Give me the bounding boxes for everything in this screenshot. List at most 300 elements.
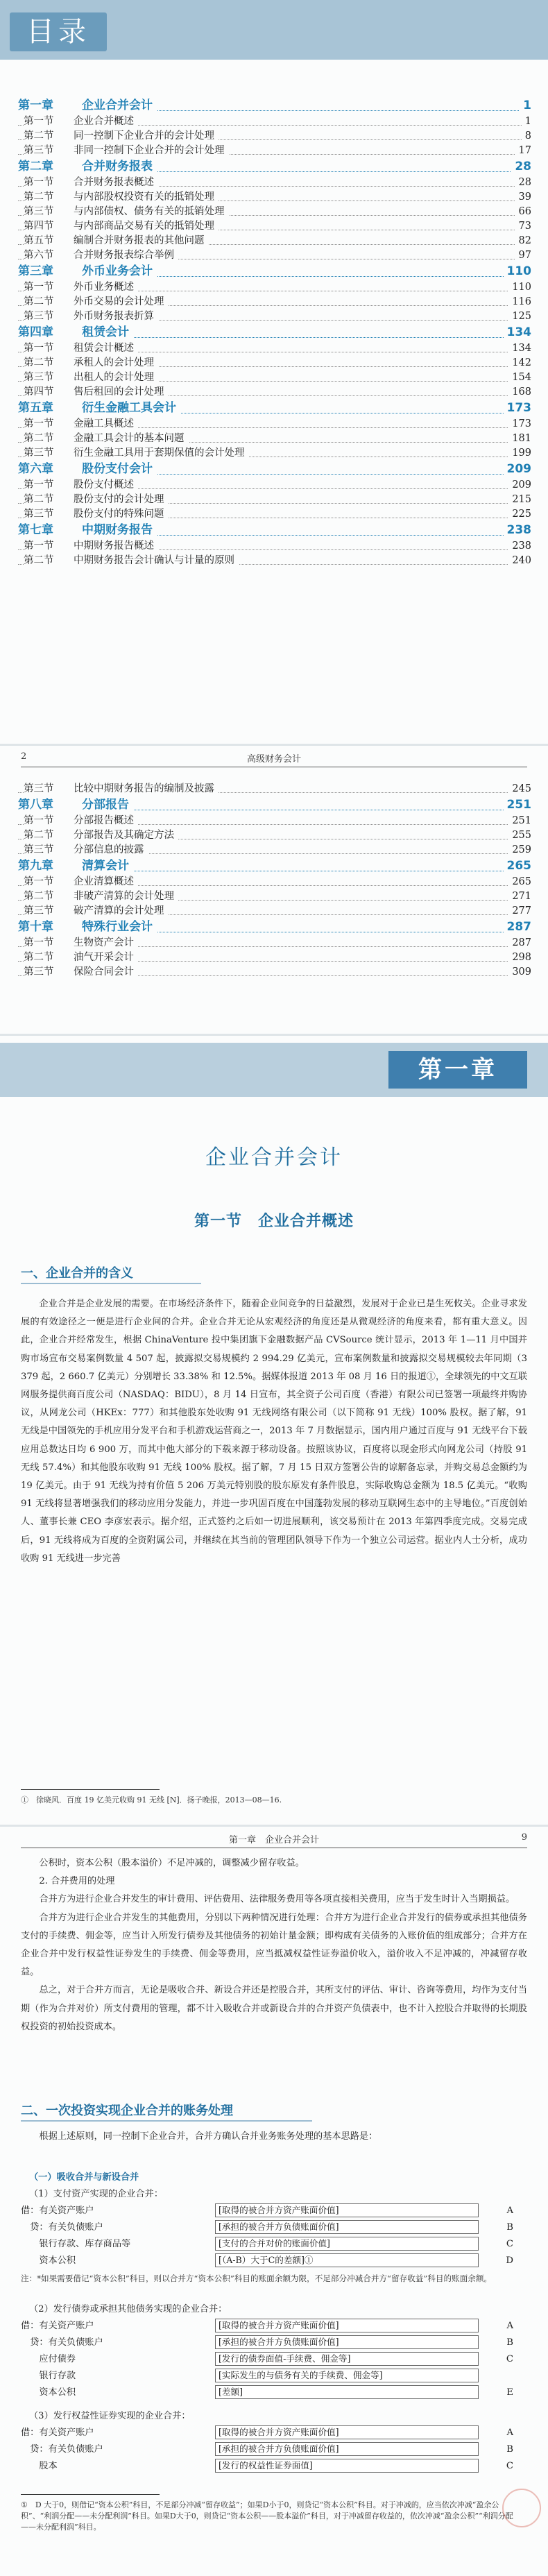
toc-entry-text [24,248,178,263]
toc-entry-title: 租赁会计概述 [74,343,134,354]
note: 注：*如果需要借记“资本公积”科目，则以合并方“资本公积”科目的账面余额为限，不足部分冲减合并方“留存收益”科目的账面余额。 [21,2274,493,2283]
toc-entry-text [24,889,178,904]
toc-entry-text [24,950,138,965]
paragraph-text: 企业合并是企业发展的需要。在市场经济条件下，随着企业间竞争的日益激烈，发展对于企业已是生死攸关。企业寻求发展的有效途径之一便是进行企业间的合并。企业合并无论从宏观经济的角度还是从微观经济的角度来看，都有重大意义。因此，企业合并经常发生，根据 ChinaVenture 投中集团旗下金融数据产品 CVSource 统计显示，2013 年 1—11 月中国并购市场宣布交易案例数量 4 507 起，披露拟交易规模约 2 994.29 亿美元，宣布案例数量和披露拟交易规模较去年同期（3 379 起，2 660.7 亿美元）分别增长 33.38% 和 12.5%。据媒体报道 2013 年 08 月 16 日的报道①，全球领先的中文互联网服务提供商百度公司（NASDAQ：BIDU），8 月 14 日宣布，其全资子公司百度（香港）有限公司已签署一项最终并购协议，从网龙公司（HKEx：777）和其他股东处收购 91 无线网络有限公司（以下简称 91 无线）100% 股权。据了解，91 无线是中国领先的手机应用分发平台和手机游戏运营商之一，2013 年 7 月数据显示，国内用户通过百度与 91 无线平台下载应用总数达日均 6 900 万，而其中他大部分的下载来源于移动设备。按照该协议，百度将以现金形式向网龙公司（持股 91 无线 57.4%）和其他股东收购 91 无线 100% 股权。据了解，7 月 15 日双方签署公告的谅解备忘录，并购交易总金额约为 19 亿美元。由于 91 无线为持有价值 5 206 万美元特别股的股东原发有条件股息，实际收购总金额为 18.5 亿美元。“收购 91 无线将显著增强我们的移动应用分发能力，并进一步巩固百度在中国蓬勃发展的移动互联网生态中的主导地位。”百度创始人、董事长兼 CEO 李彦宏表示。据介绍，正式签约之后如一切进展顺利，该交易预计在 2013 年第四季度完成。交易完成后，91 无线将成为百度的全资附属公司，并继续在其当前的管理团队领导下作为一个独立公司运营。据业内人士分析，成功收购 91 无线进一步完善 [21,1299,527,1564]
toc-page-number: 265 [508,875,531,889]
paragraph-text: 公积时，资本公积（股本溢价）不足冲减的，调整减少留存收益。 [39,1858,305,1868]
toc-section-entry[interactable] [18,950,531,965]
subsection-title: 二、一次投资实现企业合并的账务处理 [21,2104,233,2118]
toc-entry-number: 第五章 [18,401,53,415]
toc-entry-text [24,904,169,919]
toc-page [0,0,548,746]
amount-box: [取得的被合并方资产账面价值] [215,2319,479,2332]
toc-page-number: 238 [504,522,532,539]
journal-line [21,2236,527,2253]
journal-line [21,2203,527,2219]
toc-section-entry[interactable] [18,904,531,919]
paragraph-text: 总之，对于合并方而言，无论是吸收合并、新设合并还是控股合并，其所支付的评估、审计、咨询等费用，均作为支付当期（作为合并对价）所支付费用的管理，都不计入吸收合并或新设合并的合并资产负债表中，也不计入控股合并取得的长期股权投资的初始投资成本。 [21,1985,527,2032]
toc-entry-text [18,158,157,176]
toc-page-number: 238 [508,539,531,554]
toc-entry-text [18,263,157,280]
toc-section-entry[interactable] [18,309,531,324]
toc-page-number: 66 [515,205,531,219]
toc-entry-number: 第一节 [24,282,54,293]
toc-entry-number: 第一节 [24,343,54,354]
toc-entry-text [18,461,157,478]
footnote-rule [21,2494,160,2495]
toc-header-bar [0,0,548,60]
toc-entry-number: 第二节 [24,555,54,566]
toc-section-entry[interactable] [18,446,531,461]
subsection-rule [21,2120,312,2122]
chapter-page [0,1036,548,1827]
toc-entry-title: 合并财务报表综合举例 [74,250,174,261]
chapter-label: 第一章 [388,1051,527,1089]
toc-section-entry[interactable] [18,248,531,263]
group-subheading: （2）发行债券或承担其他债务实现的企业合并： [29,2304,228,2314]
toc-section-entry[interactable] [18,493,531,507]
toc-entry-title: 特殊行业会计 [82,920,153,934]
page-number: 2 [21,751,27,762]
amount-tag: E [506,2387,513,2398]
toc-section-entry[interactable] [18,280,531,295]
toc-page-number: 142 [508,356,531,370]
footnote: ① D 大于0，则借记“资本公积”科目，不足部分冲减“留存收益”；如果D小于0，则贷记“资本公积”科目。对于冲减的，应当依次冲减“盈余公积”、“利润分配——未分配利润”科目。如果D大于0，则贷记“资本公积——股本溢价”科目，对于冲减留存收益的，依次冲减“盈余公积”“利润分配——未分配利润”科目。 [21,2500,513,2532]
toc-entry-number: 第三节 [24,145,54,156]
toc-page-number: 125 [508,309,531,324]
toc-entry-number: 第二节 [24,433,54,444]
journal-line [21,2335,527,2351]
toc-entry-number: 第四节 [24,221,54,232]
toc-entry-text [24,814,138,828]
toc-entry-number: 第三节 [24,844,54,855]
account-name: 借：有关资产账户 [21,2206,94,2216]
amount-tag: C [506,2461,513,2471]
toc-entry-title: 金融工具概述 [74,418,134,429]
toc-page-number: 116 [508,295,531,309]
toc-section-entry[interactable] [18,539,531,554]
toc-entry-title: 股份支付概述 [74,479,134,491]
toc-entry-title: 衍生金融工具会计 [82,401,176,415]
toc-entry-number: 第二节 [24,130,54,142]
toc-entry-title: 与内部股权投资有关的抵销处理 [74,191,214,203]
toc-entry-number: 第三节 [24,447,54,459]
toc-entry-number: 第二章 [18,160,53,173]
subsection-rule [21,1283,201,1284]
journal-line [21,2425,527,2441]
toc-entry-text [24,965,138,980]
toc-entry-title: 外币业务概述 [74,282,134,293]
toc-entry-text [24,385,169,400]
toc-section-entry[interactable] [18,114,531,129]
toc-entry-title: 油气开采会计 [74,952,134,963]
account-name: 资本公积 [21,2387,76,2398]
toc-entry-number: 第一节 [24,540,54,552]
toc-entry-title: 生物资产会计 [74,937,134,948]
subsection-title: 一、企业合并的含义 [21,1266,133,1281]
toc-entry-text [18,796,133,814]
toc-entry-text [24,219,219,234]
toc-entry-number: 第二节 [24,891,54,902]
toc-page-number: 265 [504,858,532,875]
toc-section-entry[interactable] [18,219,531,234]
amount-box: [发行的债券面值-手续费、佣金等] [215,2352,479,2366]
toc-entry-text [24,417,138,432]
toc-entry-number: 第十章 [18,920,53,934]
toc-page-number: 309 [508,965,531,980]
amount-box: [（A-B）大于C的差额]① [215,2253,479,2267]
toc-page-number: 298 [508,950,531,965]
amount-box: [差额] [215,2385,479,2399]
toc-entry-number: 第三章 [18,264,53,278]
toc-entry-number: 第三节 [24,509,54,520]
toc-entry-number: 第二节 [24,830,54,841]
toc-entry-title: 合并财务报表概述 [74,177,154,188]
toc-section-entry[interactable] [18,875,531,889]
journal-line [21,2441,527,2458]
toc-page-number: 82 [515,234,531,248]
amount-tag: C [506,2239,513,2249]
chapter-title: 企业合并会计 [205,1145,343,1170]
amount-box: [支付的合并对价的账面价值] [215,2237,479,2251]
toc-chapter-entry[interactable] [18,461,531,478]
toc-chapter-entry[interactable] [18,919,531,936]
toc-entry-number: 第七章 [18,523,53,537]
toc-entry-text [24,432,189,446]
toc-page-number: 110 [508,280,531,295]
toc-section-entry[interactable] [18,356,531,370]
toc-entry-text [24,782,219,796]
toc-entry-text [24,370,158,385]
toc-entry-title: 破产清算的会计处理 [74,905,164,916]
toc-entry-number: 第一节 [24,815,54,826]
toc-entry-number: 第三节 [24,783,54,794]
toc-entry-title: 分部报告 [82,798,129,812]
toc-entry-title: 外币业务会计 [82,264,153,278]
toc-entry-title: 金融工具会计的基本问题 [74,433,185,444]
toc-entry-number: 第三节 [24,311,54,322]
toc-entry-title: 股份支付的会计处理 [74,494,164,505]
toc-entry-number: 第九章 [18,859,53,873]
toc-entry-title: 合并财务报表 [82,160,153,173]
toc-entry-number: 第一章 [18,99,53,112]
amount-box: [发行的权益性证券面值] [215,2459,479,2473]
toc-entry-text [24,280,138,295]
toc-section-entry[interactable] [18,234,531,248]
toc-entry-title: 外币交易的会计处理 [74,296,164,307]
toc-title: 目录 [10,12,107,51]
toc-chapter-entry[interactable] [18,400,531,417]
toc-page-number: 110 [504,263,532,280]
toc-entry-text [24,129,219,144]
amount-tag: C [506,2354,513,2364]
toc-entry-title: 非破产清算的会计处理 [74,891,174,902]
toc-chapter-entry[interactable] [18,796,531,814]
toc-entry-number: 第一节 [24,116,54,127]
footnote-rule [21,1789,160,1790]
toc-entry-text [18,858,133,875]
toc-page-number: 28 [515,176,531,190]
toc-entry-title: 衍生金融工具用于套期保值的会计处理 [74,447,245,459]
toc-chapter-entry[interactable] [18,522,531,539]
toc-entry-title: 保险合同会计 [74,966,134,978]
toc-entry-number: 第八章 [18,798,53,812]
toc-section-entry[interactable] [18,385,531,400]
toc-section-entry[interactable] [18,478,531,493]
toc-entry-text [24,234,209,248]
toc-entry-number: 第二节 [24,296,54,307]
toc-entry-text [24,493,169,507]
toc-list-2 [18,782,531,980]
toc-entry-number: 第三节 [24,905,54,916]
toc-entry-text [24,144,229,158]
toc-entry-number: 第二节 [24,494,54,505]
toc-entry-number: 第一节 [24,479,54,491]
account-name: 贷：有关负债账户 [21,2337,103,2348]
running-head: 高级财务会计 [246,754,301,765]
toc-section-entry[interactable] [18,176,531,190]
toc-entry-title: 分部报告及其确定方法 [74,830,174,841]
toc-page-number: 287 [504,919,532,936]
toc-section-entry[interactable] [18,432,531,446]
account-name: 贷：有关负债账户 [21,2222,103,2233]
account-name: 股本 [21,2461,58,2471]
toc-entry-number: 第一节 [24,876,54,887]
account-name: 银行存款 [21,2371,76,2381]
toc-entry-title: 出租人的会计处理 [74,372,154,383]
toc-page-number: 8 [522,129,531,144]
toc-chapter-entry[interactable] [18,97,531,114]
toc-entry-number: 第二节 [24,357,54,368]
toc-entry-number: 第六节 [24,250,54,261]
account-name: 银行存款、库存商品等 [21,2239,131,2249]
toc-section-entry[interactable] [18,828,531,843]
toc-chapter-entry[interactable] [18,263,531,280]
toc-entry-title: 比较中期财务报告的编制及披露 [74,783,214,794]
body-paragraph [21,1295,527,1568]
body-page [0,1827,548,2576]
toc-entry-title: 与内部商品交易有关的抵销处理 [74,221,214,232]
amount-box: [取得的被合并方资产账面价值] [215,2203,479,2217]
toc-entry-text [18,522,157,539]
toc-page-number: 134 [504,324,532,341]
footnote: ① 徐晓风．百度 19 亿美元收购 91 无线 [N]．扬子晚报，2013—08—16. [21,1795,282,1805]
amount-tag: B [506,2337,513,2348]
toc-page-number: 245 [508,782,531,796]
amount-tag: D [506,2255,513,2266]
toc-section-entry[interactable] [18,843,531,858]
toc-page-number: 1 [522,114,531,129]
toc-entry-title: 分部报告概述 [74,815,134,826]
toc-section-entry[interactable] [18,782,531,796]
toc-page-number: 1 [520,97,531,114]
toc-section-entry[interactable] [18,889,531,904]
toc-entry-number: 第二节 [24,191,54,203]
toc-list [18,97,531,568]
toc-entry-number: 第三节 [24,206,54,217]
toc-page-number: 17 [515,144,531,158]
journal-line [21,2318,527,2335]
toc-entry-title: 清算会计 [82,859,129,873]
toc-entry-text [24,875,138,889]
journal-line [21,2351,527,2368]
journal-line [21,2385,527,2401]
toc-page-number: 271 [508,889,531,904]
toc-entry-title: 售后租回的会计处理 [74,386,164,398]
toc-entry-text [24,828,178,843]
toc-entry-title: 中期财务报告 [82,523,153,537]
toc-entry-number: 第五节 [24,235,54,246]
toc-page-number: 277 [508,904,531,919]
toc-page-2 [0,746,548,1036]
toc-page-number: 154 [508,370,531,385]
toc-page-number: 209 [508,478,531,493]
toc-entry-title: 外币财务报表折算 [74,311,154,322]
amount-tag: A [506,2428,513,2438]
amount-box: [承担的被合并方负债账面价值] [215,2335,479,2349]
toc-entry-text [24,446,249,461]
toc-entry-text [24,295,169,309]
amount-box: [实际发生的与债务有关的手续费、佣金等] [215,2369,479,2382]
toc-page-number: 215 [508,493,531,507]
account-name: 贷：有关负债账户 [21,2444,103,2455]
toc-page-number: 287 [508,936,531,950]
amount-box: [承担的被合并方负债账面价值] [215,2220,479,2234]
toc-entry-text [24,205,229,219]
toc-page-number: 73 [515,219,531,234]
account-name: 借：有关资产账户 [21,2321,94,2331]
toc-entry-text [24,309,158,324]
toc-entry-title: 同一控制下企业合并的会计处理 [74,130,214,142]
toc-entry-number: 第一节 [24,177,54,188]
section-title: 第一节 企业合并概述 [194,1212,354,1230]
toc-page-number: 134 [508,341,531,356]
library-stamp [502,2489,541,2527]
toc-chapter-entry[interactable] [18,858,531,875]
toc-page-number: 251 [508,814,531,828]
account-name: 借：有关资产账户 [21,2428,94,2438]
toc-entry-title: 中期财务报告会计确认与计量的原则 [74,555,234,566]
toc-entry-number: 第一节 [24,418,54,429]
journal-line [21,2368,527,2385]
account-name: 资本公积 [21,2255,76,2266]
toc-entry-title: 企业合并会计 [82,99,153,112]
toc-section-entry[interactable] [18,965,531,980]
toc-page-number: 28 [511,158,531,176]
toc-page-number: 97 [515,248,531,263]
toc-section-entry[interactable] [18,370,531,385]
toc-page-number: 240 [508,554,531,568]
toc-entry-number: 第二节 [24,952,54,963]
toc-section-entry[interactable] [18,341,531,356]
toc-entry-number: 第三节 [24,966,54,978]
toc-entry-text [18,97,157,114]
toc-page-number: 199 [508,446,531,461]
toc-page-number: 225 [508,507,531,522]
toc-entry-number: 第三节 [24,372,54,383]
toc-entry-number: 第六章 [18,462,53,476]
amount-box: [承担的被合并方负债账面价值] [215,2442,479,2456]
toc-section-entry[interactable] [18,144,531,158]
journal-line [21,2219,527,2236]
toc-entry-text [18,919,157,936]
toc-entry-text [24,539,158,554]
toc-section-entry[interactable] [18,814,531,828]
toc-entry-number: 第一节 [24,937,54,948]
toc-page-number: 173 [504,400,532,417]
toc-section-entry[interactable] [18,190,531,205]
amount-tag: B [506,2444,513,2455]
toc-entry-text [24,341,138,356]
amount-tag: B [506,2222,513,2233]
toc-chapter-entry[interactable] [18,324,531,341]
toc-section-entry[interactable] [18,507,531,522]
toc-entry-title: 非同一控制下企业合并的会计处理 [74,145,225,156]
toc-section-entry[interactable] [18,129,531,144]
paragraph-text: 合并方为进行企业合并发生的其他费用，分别以下两种情况进行处理：合并方为进行企业合并发行的债券或承担其他债务支付的手续费、佣金等，应当计入所发行债券及其他债务的初始计量金额；即构成有关债务的入账价值的组成部分；合并方在企业合并中发行权益性证券发生的手续费、佣金等费用，应当抵减权益性证券溢价收入，溢价收入不足冲减的，冲减留存收益。 [21,1912,527,1978]
amount-box: [取得的被合并方资产账面价值] [215,2425,479,2439]
page-number: 9 [521,1832,527,1843]
toc-entry-text [24,190,219,205]
paragraph-text: 合并方为进行企业合并发生的审计费用、评估费用、法律服务费用等各项直接相关费用，应当于发生时计入当期损益。 [39,1894,515,1905]
toc-page-number: 209 [504,461,532,478]
toc-entry-text [18,324,133,341]
running-head: 第一章 企业合并会计 [228,1835,319,1845]
journal-line [21,2458,527,2475]
toc-page-number: 181 [508,432,531,446]
toc-entry-title: 中期财务报告概述 [74,540,154,552]
toc-page-number: 39 [515,190,531,205]
toc-entry-number: 第四章 [18,325,53,339]
toc-entry-title: 股份支付的特殊问题 [74,509,164,520]
toc-entry-title: 企业合并概述 [74,116,134,127]
amount-tag: A [506,2321,513,2331]
toc-entry-text [24,114,138,129]
toc-section-entry[interactable] [18,205,531,219]
toc-section-entry[interactable] [18,936,531,950]
toc-page-number: 255 [508,828,531,843]
toc-entry-text [24,936,138,950]
paragraph-text: 根据上述原则，同一控制下企业合并，合并方确认合并业务账务处理的基本思路是： [39,2131,378,2142]
toc-entry-text [24,356,158,370]
toc-entry-number: 第四节 [24,386,54,398]
account-name: 应付债券 [21,2354,76,2364]
toc-entry-title: 编制合并财务报表的其他问题 [74,235,205,246]
toc-entry-text [24,176,158,190]
toc-page-number: 173 [508,417,531,432]
toc-entry-title: 租赁会计 [82,325,129,339]
toc-page-number: 259 [508,843,531,858]
item-heading: 2. 合并费用的处理 [39,1876,115,1887]
amount-tag: A [506,2206,513,2216]
toc-section-entry[interactable] [18,295,531,309]
toc-entry-title: 分部信息的披露 [74,844,144,855]
toc-entry-text [24,507,169,522]
body-block-2 [21,2128,527,2146]
toc-entry-text [24,843,148,858]
group-subheading: （3）发行权益性证券实现的企业合并： [29,2411,191,2421]
journal-line [21,2253,527,2269]
toc-entry-title: 企业清算概述 [74,876,134,887]
toc-page-number: 168 [508,385,531,400]
toc-entry-text [18,400,180,417]
toc-entry-title: 股份支付会计 [82,462,153,476]
toc-entry-title: 与内部债权、债务有关的抵销处理 [74,206,225,217]
toc-section-entry[interactable] [18,554,531,568]
toc-section-entry[interactable] [18,417,531,432]
toc-chapter-entry[interactable] [18,158,531,176]
toc-page-number: 251 [504,796,532,814]
